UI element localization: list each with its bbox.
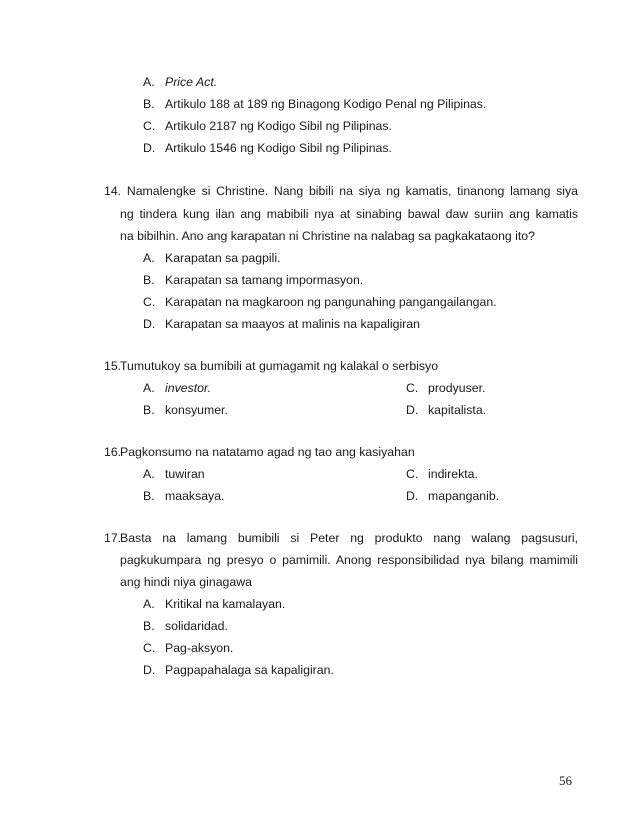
q17-stem-line-3: ang hindi niya ginagawa xyxy=(120,575,252,589)
q14-stem-line-3: na bibilhin. Ano ang karapatan ni Christine na nalabag sa pagkakataong ito? xyxy=(120,229,535,243)
q16-option-b-letter: B. xyxy=(143,489,155,503)
q14-option-b-letter: B. xyxy=(143,273,155,287)
q14-stem-line-2: ng tindera kung ilan ang mabibili nya at sinabing bawal daw suriin ang kamatis xyxy=(120,207,578,221)
q14-option-c-text: Karapatan na magkaroon ng pangunahing pangangailangan. xyxy=(165,295,497,309)
q16-option-d-letter: D. xyxy=(406,489,419,503)
q14-option-b-text: Karapatan sa tamang impormasyon. xyxy=(165,273,364,287)
q17-option-a-text: Kritikal na kamalayan. xyxy=(165,597,286,611)
q14-stem-line-1: 14. Namalengke si Christine. Nang bibili na siya ng kamatis, tinanong lamang siya xyxy=(104,184,578,198)
q16-option-b-text: maaksaya. xyxy=(165,489,225,503)
q17-number: 17. xyxy=(104,531,122,545)
q16-number: 16. xyxy=(104,445,122,459)
q13-option-a-text: Price Act. xyxy=(165,75,218,89)
q13-option-c-text: Artikulo 2187 ng Kodigo Sibil ng Pilipinas. xyxy=(165,119,392,133)
q16-option-a-text: tuwiran xyxy=(165,467,205,481)
q16-stem: Pagkonsumo na natatamo agad ng tao ang kasiyahan xyxy=(120,445,415,459)
q16-option-a-letter: A. xyxy=(143,467,155,481)
q17-option-c-letter: C. xyxy=(143,641,156,655)
q17-option-c-text: Pag-aksyon. xyxy=(165,641,234,655)
q14-option-c-letter: C. xyxy=(143,295,156,309)
q14-option-a-text: Karapatan sa pagpili. xyxy=(165,251,281,265)
q16-option-d-text: mapanganib. xyxy=(428,489,500,503)
q17-option-d-letter: D. xyxy=(143,663,156,677)
q14-option-d-letter: D. xyxy=(143,317,156,331)
q15-option-d-letter: D. xyxy=(406,403,419,417)
q17-option-b-letter: B. xyxy=(143,619,155,633)
q13-option-c-letter: C. xyxy=(143,119,156,133)
q17-option-d-text: Pagpapahalaga sa kapaligiran. xyxy=(165,663,334,677)
q17-option-a-letter: A. xyxy=(143,597,155,611)
q13-option-a-letter: A. xyxy=(143,75,155,89)
q15-option-b-text: konsyumer. xyxy=(165,403,228,417)
q13-option-d-letter: D. xyxy=(143,141,156,155)
page-number: 56 xyxy=(559,773,572,788)
q15-number: 15. xyxy=(104,359,122,373)
q15-stem: Tumutukoy sa bumibili at gumagamit ng kalakal o serbisyo xyxy=(120,359,439,373)
q16-option-c-text: indirekta. xyxy=(428,467,478,481)
q15-option-b-letter: B. xyxy=(143,403,155,417)
q15-option-a-letter: A. xyxy=(143,381,155,395)
q17-option-b-text: solidaridad. xyxy=(165,619,228,633)
q17-stem-line-1: Basta na lamang bumibili si Peter ng produkto nang walang pagsusuri, xyxy=(120,531,578,545)
q15-option-a-text: investor. xyxy=(165,381,212,395)
q14-option-a-letter: A. xyxy=(143,251,155,265)
q17-stem-line-2: pagkukumpara ng presyo o pamimili. Anong responsibilidad nya bilang mamimili xyxy=(120,553,578,567)
q13-option-b-text: Artikulo 188 at 189 ng Binagong Kodigo Penal ng Pilipinas. xyxy=(165,97,487,111)
q14-option-d-text: Karapatan sa maayos at malinis na kapaligiran xyxy=(165,317,420,331)
q15-option-c-text: prodyuser. xyxy=(428,381,486,395)
q13-option-b-letter: B. xyxy=(143,97,155,111)
q13-option-d-text: Artikulo 1546 ng Kodigo Sibil ng Pilipinas. xyxy=(165,141,392,155)
q15-option-d-text: kapitalista. xyxy=(428,403,487,417)
q16-option-c-letter: C. xyxy=(406,467,419,481)
q15-option-c-letter: C. xyxy=(406,381,419,395)
